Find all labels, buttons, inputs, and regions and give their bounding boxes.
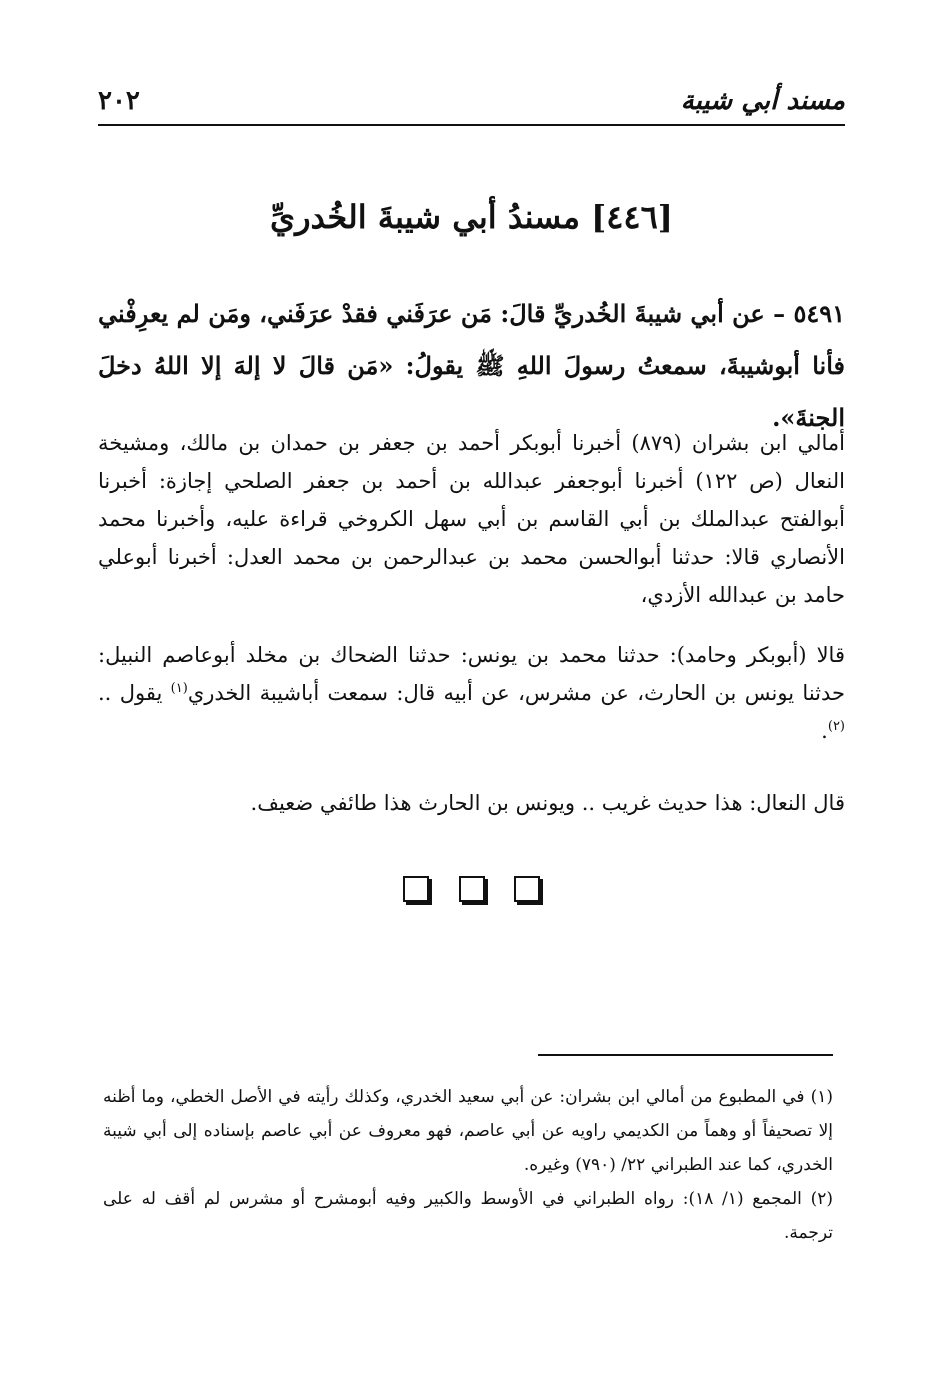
running-header	[98, 84, 845, 126]
square-ornament-icon	[459, 876, 485, 902]
footnote-marker-2[interactable]: (٢)	[827, 719, 845, 734]
square-ornament-icon	[403, 876, 429, 902]
footnote-2: (٢) المجمع (١/ ١٨): رواه الطبراني في الأوسط والكبير وفيه أبومشرح أو مشرس لم أقف له على ترجمة.	[103, 1189, 833, 1243]
naal-comment: قال النعال: هذا حديث غريب .. ويونس بن الحارث هذا طائفي ضعيف.	[250, 791, 845, 815]
chain-text-end: .	[821, 719, 828, 743]
footnote-separator	[538, 1054, 833, 1056]
footnote-1: (١) في المطبوع من أمالي ابن بشران: عن أبي سعيد الخدري، وكذلك رأيته في الأصل الخطي، وما أظنه إلا تصحيفاً أو وهماً من الكديمي راويه عن أبي عاصم، فهو معروف عن أبي عاصم بإسناده إلى أبي شيبة الخدري، كما عند الطبراني ٢٢/ (٧٩٠) وغيره.	[103, 1087, 833, 1175]
section-divider-ornament	[0, 876, 943, 906]
isnad-paragraph: أمالي ابن بشران (٨٧٩) أخبرنا أبوبكر أحمد بن جعفر بن حمدان بن مالك، ومشيخة النعال (ص ١٢٢) أخبرنا أبوجعفر عبدالله بن أحمد بن جعفر الصلحي إجازة: أخبرنا أبوالفتح عبدالملك بن أبي القاسم بن أبي سهل الكروخي قراءة عليه، وأخبرنا محمد الأنصاري قالا: حدثنا أبوالحسن محمد بن عبدالرحمن بن محمد العدل: أخبرنا أبوعلي حامد بن عبدالله الأزدي،	[98, 431, 845, 607]
footnotes	[103, 1080, 833, 1250]
page-number: ٢٠٢	[98, 86, 140, 116]
hadith-text: ٥٤٩١ – عن أبي شيبةَ الخُدريِّ قالَ: مَن عرَفَني فقدْ عرَفَني، ومَن لم يعرِفْني فأنا أبوشيبةَ، سمعتُ رسولَ اللهِ ﷺ يقولُ: «مَن قالَ لا إلهَ إلا اللهُ دخلَ الجنةَ».	[98, 299, 845, 432]
section-title: [٤٤٦] مسندُ أبي شيبةَ الخُدريِّ	[270, 198, 673, 236]
chain-text-continued: يقول ..	[98, 681, 171, 705]
chain-paragraph	[98, 636, 845, 750]
chain-text: قالا (أبوبكر وحامد): حدثنا محمد بن يونس: حدثنا الضحاك بن مخلد أبوعاصم النبيل: حدثنا يونس بن الحارث، عن مشرس، عن أبيه قال: سمعت أباشيبة الخدري	[98, 643, 846, 705]
footnote-marker-1[interactable]: (١)	[170, 681, 188, 696]
running-title: مسند أبي شيبة	[680, 86, 845, 116]
square-ornament-icon	[514, 876, 540, 902]
